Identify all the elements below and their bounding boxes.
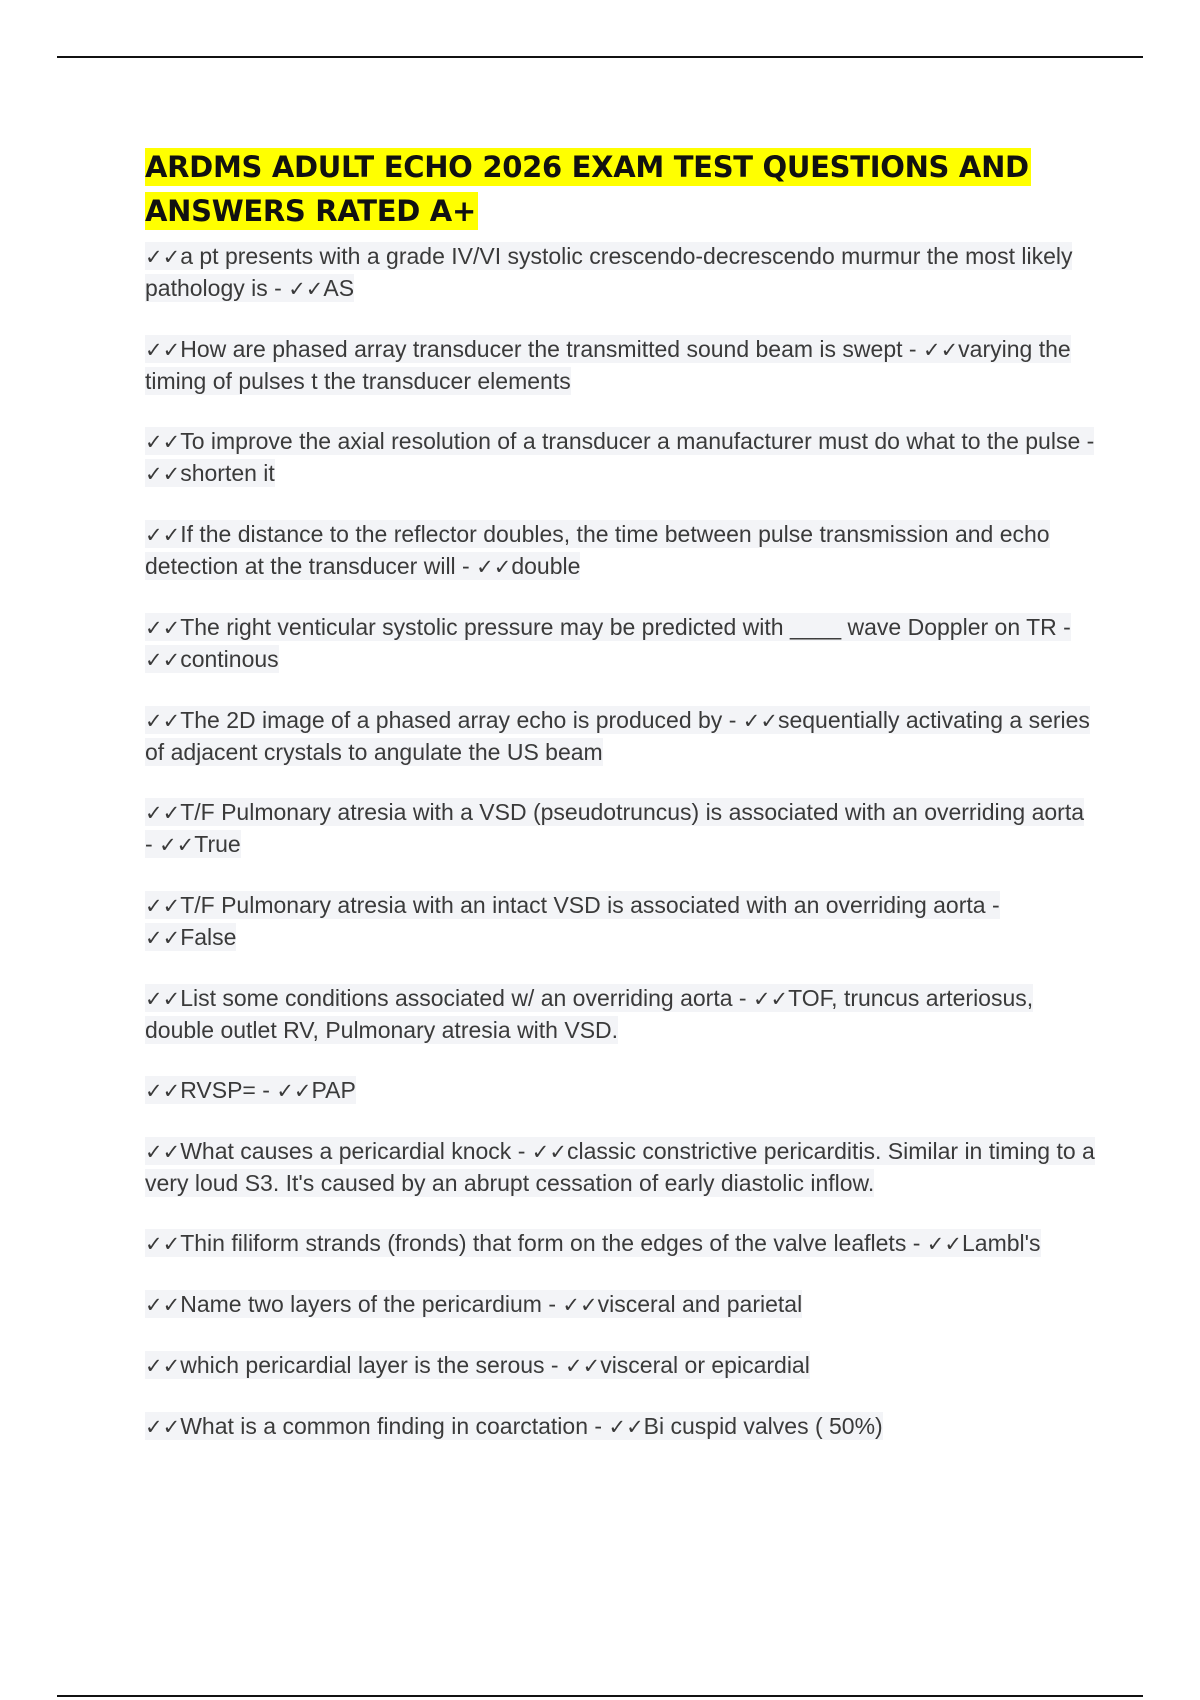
qa-item-5 — [145, 612, 1095, 676]
question-text: RVSP= — [180, 1077, 256, 1103]
qa-item-4 — [145, 519, 1095, 583]
qa-item-text — [145, 242, 1072, 302]
qa-item-text — [145, 1137, 1095, 1197]
check-mark-icon: ✓✓ — [564, 1354, 601, 1378]
question-text: What is a common finding in coarctation — [180, 1413, 589, 1439]
check-mark-icon: ✓✓ — [145, 1140, 181, 1164]
qa-item-text — [145, 798, 1084, 858]
qa-list — [145, 241, 1095, 1443]
qa-item-12 — [145, 1228, 1095, 1260]
check-mark-icon: ✓✓ — [145, 523, 181, 547]
answer-text: Bi cuspid valves ( 50%) — [643, 1413, 883, 1439]
qa-item-text — [145, 706, 1090, 766]
separator: - — [588, 1413, 609, 1439]
separator: - — [511, 1138, 532, 1164]
qa-item-3 — [145, 426, 1095, 490]
check-mark-icon: ✓✓ — [145, 245, 181, 269]
question-text: T/F Pulmonary atresia with an intact VSD is associated with an overriding aorta — [180, 892, 986, 918]
qa-item-text — [145, 1229, 1041, 1257]
check-mark-icon: ✓✓ — [145, 1232, 181, 1256]
qa-item-text — [145, 1351, 810, 1379]
answer-text: visceral and parietal — [597, 1291, 803, 1317]
check-mark-icon: ✓✓ — [145, 709, 181, 733]
separator: - — [255, 1077, 277, 1103]
check-mark-icon: ✓✓ — [145, 1354, 181, 1378]
check-mark-icon: ✓✓ — [562, 1293, 598, 1317]
document-title: ARDMS ADULT ECHO 2026 EXAM TEST QUESTIONS AND ANSWERS RATED A+ — [145, 150, 1029, 228]
answer-text: sequentially activating a series of adjacent crystals to angulate the US beam — [145, 707, 1090, 765]
question-text: a pt presents with a grade IV/VI systolic crescendo-decrescendo murmur the most likely pathology is — [145, 243, 1073, 301]
document-body — [145, 145, 1095, 1472]
qa-item-8 — [145, 890, 1095, 954]
separator: - — [722, 707, 743, 733]
question-text: T/F Pulmonary atresia with a VSD (pseudotruncus) is associated with an overriding aorta — [180, 799, 1084, 825]
question-text: If the distance to the reflector doubles, the time between pulse transmission and echo detection at the transducer will — [145, 521, 1050, 579]
check-mark-icon: ✓✓ — [145, 462, 181, 486]
separator: - — [1056, 614, 1071, 640]
separator: - — [544, 1352, 565, 1378]
separator: - — [455, 553, 477, 579]
question-text: The right venticular systolic pressure may be predicted with ____ wave Doppler on TR — [180, 614, 1057, 640]
check-mark-icon: ✓✓ — [531, 1140, 567, 1164]
check-mark-icon: ✓✓ — [752, 987, 789, 1011]
answer-text: shorten it — [180, 460, 275, 486]
check-mark-icon: ✓✓ — [145, 430, 181, 454]
check-mark-icon: ✓✓ — [159, 833, 195, 857]
qa-item-text — [145, 613, 1071, 673]
qa-item-10 — [145, 1075, 1095, 1107]
qa-item-14 — [145, 1350, 1095, 1382]
separator: - — [906, 1230, 927, 1256]
qa-item-9 — [145, 983, 1095, 1046]
check-mark-icon: ✓✓ — [145, 338, 181, 362]
qa-item-7 — [145, 797, 1095, 861]
answer-text: visceral or epicardial — [600, 1352, 810, 1378]
check-mark-icon: ✓✓ — [276, 1079, 312, 1103]
check-mark-icon: ✓✓ — [476, 555, 512, 579]
answer-text: TOF, truncus arteriosus, double outlet RV, Pulmonary atresia with VSD. — [145, 985, 1034, 1043]
qa-item-text — [145, 427, 1094, 487]
question-text: Thin filiform strands (fronds) that form on the edges of the valve leaflets — [180, 1230, 907, 1256]
qa-item-text — [145, 891, 1000, 951]
check-mark-icon: ✓✓ — [145, 648, 181, 672]
qa-item-6 — [145, 705, 1095, 768]
qa-item-text — [145, 984, 1033, 1044]
separator: - — [985, 892, 1000, 918]
separator: - — [732, 985, 753, 1011]
check-mark-icon: ✓✓ — [145, 1293, 181, 1317]
check-mark-icon: ✓✓ — [145, 894, 181, 918]
answer-text: classic constrictive pericarditis. Similar in timing to a very loud S3. It's caused by an abrupt cessation of early diastolic inflow. — [145, 1138, 1095, 1196]
separator: - — [267, 275, 289, 301]
answer-text: PAP — [311, 1077, 356, 1103]
check-mark-icon: ✓✓ — [742, 709, 778, 733]
check-mark-icon: ✓✓ — [922, 338, 959, 362]
check-mark-icon: ✓✓ — [145, 801, 181, 825]
answer-text: varying the timing of pulses t the transducer elements — [145, 336, 1071, 394]
answer-text: True — [194, 831, 241, 857]
answer-text: double — [511, 553, 581, 579]
check-mark-icon: ✓✓ — [145, 987, 181, 1011]
question-text: What causes a pericardial knock — [180, 1138, 512, 1164]
check-mark-icon: ✓✓ — [288, 277, 324, 301]
qa-item-13 — [145, 1289, 1095, 1321]
separator: - — [1080, 428, 1095, 454]
bottom-rule — [57, 1695, 1143, 1697]
separator: - — [902, 336, 923, 362]
separator: - — [145, 831, 160, 857]
question-text: List some conditions associated w/ an overriding aorta — [180, 985, 733, 1011]
qa-item-1 — [145, 241, 1095, 305]
check-mark-icon: ✓✓ — [145, 616, 181, 640]
check-mark-icon: ✓✓ — [145, 1079, 181, 1103]
qa-item-15 — [145, 1411, 1095, 1443]
question-text: The 2D image of a phased array echo is produced by — [180, 707, 723, 733]
qa-item-11 — [145, 1136, 1095, 1199]
question-text: To improve the axial resolution of a transducer a manufacturer must do what to the pulse — [180, 428, 1081, 454]
question-text: Name two layers of the pericardium — [180, 1291, 542, 1317]
check-mark-icon: ✓✓ — [145, 1415, 181, 1439]
answer-text: AS — [323, 275, 355, 301]
top-rule — [57, 56, 1143, 58]
qa-item-text — [145, 1076, 356, 1104]
check-mark-icon: ✓✓ — [145, 926, 181, 950]
check-mark-icon: ✓✓ — [926, 1232, 962, 1256]
answer-text: False — [180, 924, 237, 950]
qa-item-2 — [145, 334, 1095, 397]
qa-item-text — [145, 1290, 802, 1318]
separator: - — [541, 1291, 563, 1317]
qa-item-text — [145, 1412, 883, 1440]
qa-item-text — [145, 335, 1071, 395]
check-mark-icon: ✓✓ — [608, 1415, 644, 1439]
answer-text: continous — [180, 646, 279, 672]
qa-item-text — [145, 520, 1050, 580]
question-text: How are phased array transducer the transmitted sound beam is swept — [180, 336, 903, 362]
question-text: which pericardial layer is the serous — [180, 1352, 545, 1378]
answer-text: Lambl's — [961, 1230, 1041, 1256]
